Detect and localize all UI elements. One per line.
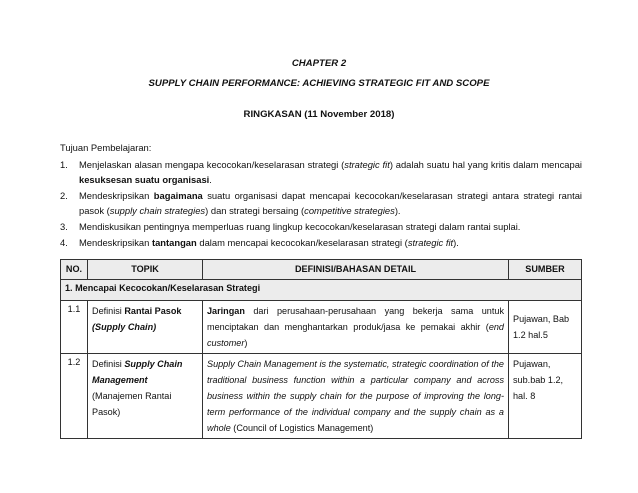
column-header-topik: TOPIK xyxy=(88,260,203,280)
learning-goals-label: Tujuan Pembelajaran: xyxy=(60,142,152,153)
row-source: Pujawan, sub.bab 1.2, hal. 8 xyxy=(509,354,582,439)
topic-bold-italic-text: Supply Chain Management xyxy=(92,359,183,385)
table-section-row xyxy=(61,280,582,301)
detail-text: ) xyxy=(244,338,248,348)
list-item xyxy=(60,219,582,234)
row-detail xyxy=(203,354,509,439)
goal-text: dalam mencapai kecocokan/keselarasan strategi ( xyxy=(196,237,408,248)
topic-text: (Manajemen Rantai Pasok) xyxy=(92,391,172,417)
goal-text: ) adalah suatu hal yang kritis dalam mencapai xyxy=(389,159,583,170)
goal-text: Mendiskusikan pentingnya memperluas ruang lingkup kecocokan/keselarasan strategi dalam rantai suplai. xyxy=(79,221,521,232)
chapter-title: CHAPTER 2 xyxy=(291,58,347,69)
column-header-detail: DEFINISI/BAHASAN DETAIL xyxy=(203,260,509,280)
goal-text: Mendeskripsikan xyxy=(79,237,152,248)
list-number: 3. xyxy=(60,221,68,232)
goal-italic-text: competitive strategies xyxy=(304,205,395,216)
goal-text: ) dan strategi bersaing ( xyxy=(205,205,305,216)
topic-bold-text: Rantai Pasok xyxy=(124,306,182,316)
section-title: 1. Mencapai Kecocokan/Keselarasan Strategi xyxy=(61,280,582,301)
list-item xyxy=(60,157,582,187)
goal-bold-text: tantangan xyxy=(151,237,197,248)
list-item xyxy=(60,188,582,218)
table-row xyxy=(61,301,582,354)
topic-text: Definisi xyxy=(92,306,125,316)
column-header-sumber: SUMBER xyxy=(509,260,582,280)
detail-text: (Council of Logistics Management) xyxy=(230,423,374,433)
column-header-no: NO. xyxy=(61,260,88,280)
goal-text: Mendeskripsikan xyxy=(79,190,154,201)
list-item xyxy=(60,235,582,250)
list-number: 2. xyxy=(60,190,68,201)
row-source: Pujawan, Bab 1.2 hal.5 xyxy=(509,301,582,354)
detail-bold-text: Jaringan xyxy=(207,306,245,316)
goal-text: Menjelaskan alasan mengapa kecocokan/keselarasan strategi ( xyxy=(79,159,345,170)
goal-text: suatu organisasi dapat mencapai kecocokan/keselarasan strategi antara strategi rantai pasok ( xyxy=(79,190,583,216)
row-topic xyxy=(88,301,203,354)
chapter-subtitle: SUPPLY CHAIN PERFORMANCE: ACHIEVING STRATEGIC FIT AND SCOPE xyxy=(148,78,490,89)
detail-italic-text: Supply Chain Management is the systematic, strategic coordination of the traditional business function within a particular company and across business within the supply chain for the purpose of improving the long-term performance of the individual company and the supply chain as a whole xyxy=(207,359,504,433)
goal-italic-text: strategic fit xyxy=(344,159,390,170)
row-detail xyxy=(203,301,509,354)
detail-text: dari perusahaan-perusahaan yang bekerja sama untuk menciptakan dan menghantarkan produk/jasa ke pemakai akhir ( xyxy=(207,306,504,332)
goal-italic-text: supply chain strategies xyxy=(109,205,206,216)
goal-italic-text: strategic fit xyxy=(407,237,454,248)
goal-text: ). xyxy=(394,205,401,216)
summary-heading: RINGKASAN (11 November 2018) xyxy=(243,109,395,120)
row-topic xyxy=(88,354,203,439)
summary-table xyxy=(60,259,582,439)
goal-text: ). xyxy=(453,237,459,248)
table-header-row xyxy=(61,260,582,280)
goal-text: . xyxy=(209,174,212,185)
detail-italic-text: end customer xyxy=(207,322,504,348)
list-number: 4. xyxy=(60,237,68,248)
learning-goals-list xyxy=(60,157,582,251)
goal-bold-text: bagaimana xyxy=(153,190,203,201)
row-number: 1.1 xyxy=(61,301,88,354)
row-number: 1.2 xyxy=(61,354,88,439)
table-row xyxy=(61,354,582,439)
goal-bold-text: kesuksesan suatu organisasi xyxy=(79,174,210,185)
topic-bold-italic-text: (Supply Chain) xyxy=(92,322,157,332)
list-number: 1. xyxy=(60,159,68,170)
topic-text: Definisi xyxy=(92,359,125,369)
